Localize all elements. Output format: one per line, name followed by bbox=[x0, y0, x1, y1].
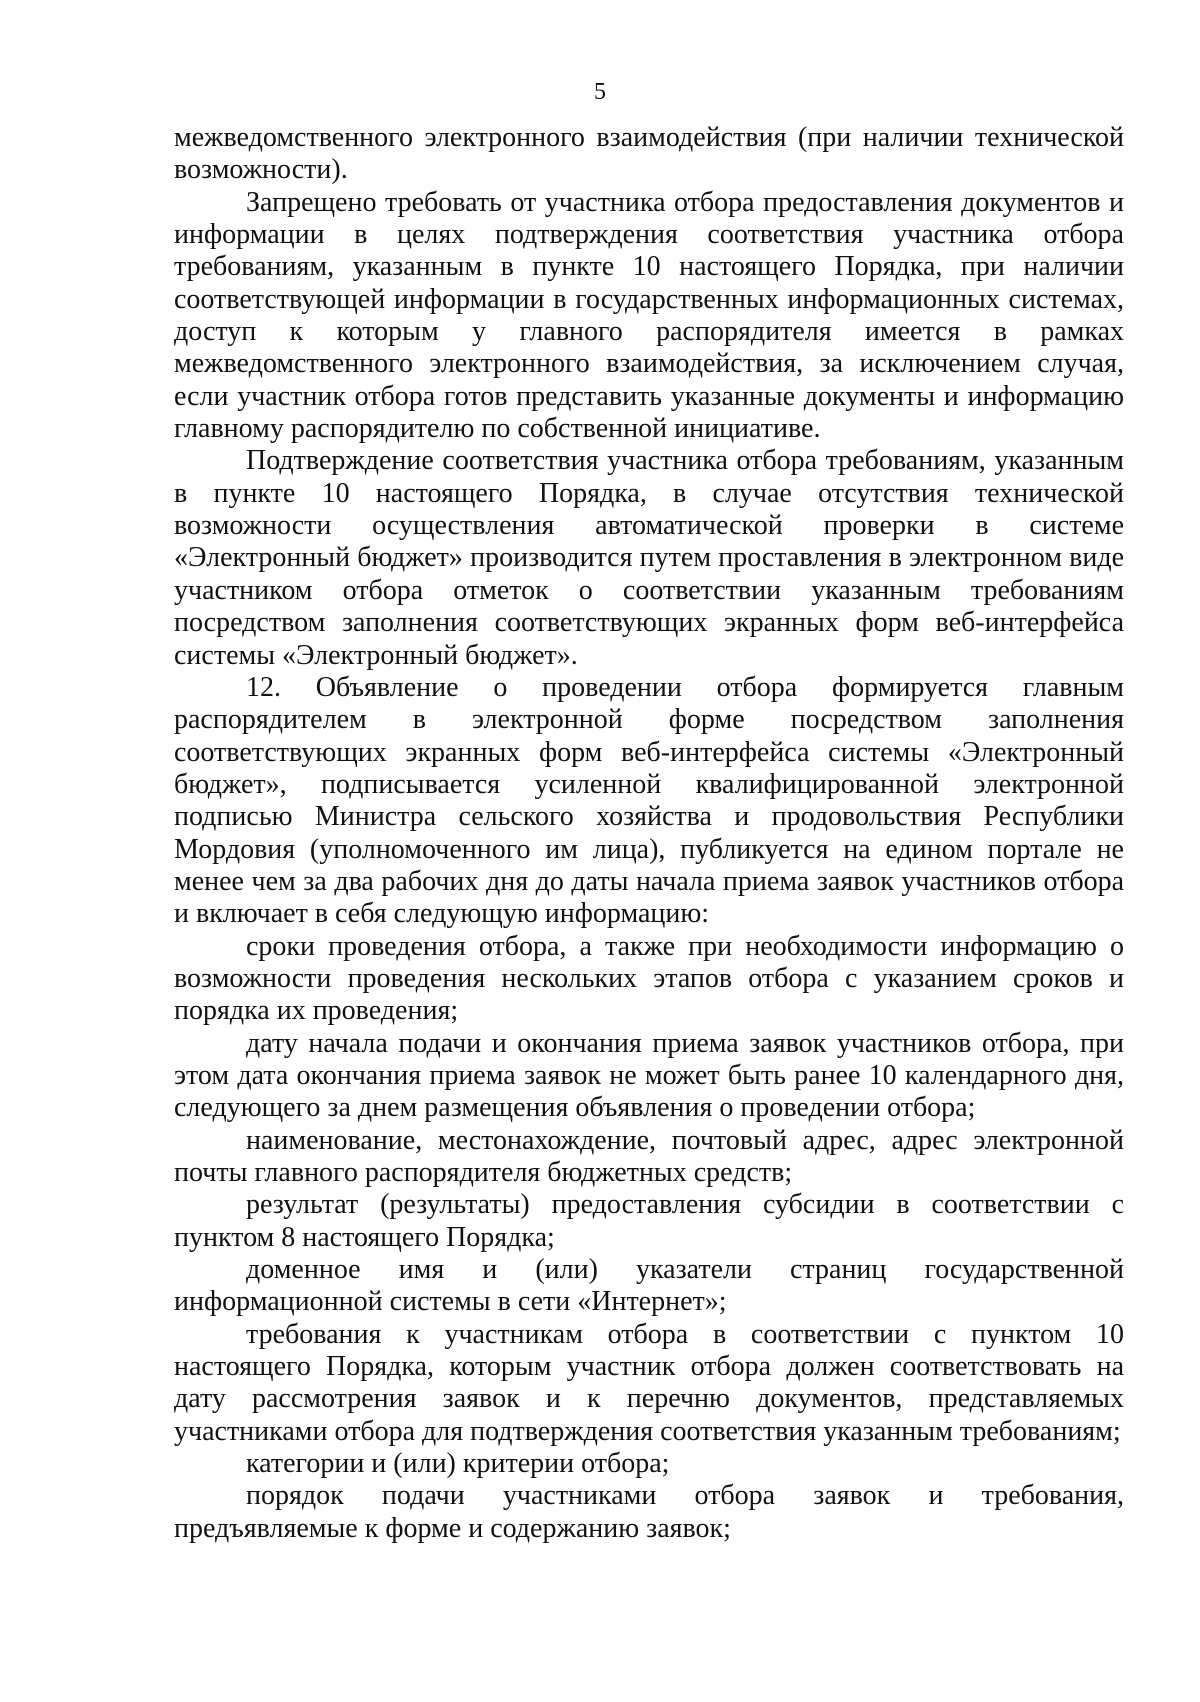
list-item-selection-terms: сроки проведения отбора, а также при необходимости информацию о возможности проведения нескольких этапов отбора с указанием сроков и порядка их проведения; bbox=[174, 930, 1124, 1027]
paragraph-item-12-announcement: 12. Объявление о проведении отбора формируется главным распорядителем в электронной форме посредством заполнения соответствующих экранных форм веб-интерфейса системы «Электронный бюджет», подписывается усиленной квалифицированной электронной подписью Министра сельского хозяйства и продовольствия Республики Мордовия (уполномоченного им лица), публикуется на едином портале не менее чем за два рабочих дня до даты начала приема заявок участников отбора и включает в себя следующую информацию: bbox=[174, 671, 1124, 930]
paragraph-continuation: межведомственного электронного взаимодействия (при наличии технической возможности). bbox=[174, 122, 1124, 186]
list-item-domain-name: доменное имя и (или) указатели страниц государственной информационной системы в сети «Интернет»; bbox=[174, 1254, 1124, 1318]
page-number: 5 bbox=[594, 79, 606, 105]
list-item-application-procedure: порядок подачи участниками отбора заявок и требования, предъявляемые к форме и содержанию заявок; bbox=[174, 1480, 1124, 1544]
list-item-selection-criteria: категории и (или) критерии отбора; bbox=[246, 1448, 670, 1480]
list-item-distributor-contacts: наименование, местонахождение, почтовый адрес, адрес электронной почты главного распорядителя бюджетных средств; bbox=[174, 1124, 1124, 1188]
paragraph-compliance-confirmation: Подтверждение соответствия участника отбора требованиям, указанным в пункте 10 настоящего Порядка, в случае отсутствия технической возможности осуществления автоматической проверки в системе «Электронный бюджет» производится путем проставления в электронном виде участником отбора отметок о соответствии указанным требованиям посредством заполнения соответствующих экранных форм веб-интерфейса системы «Электронный бюджет». bbox=[174, 445, 1124, 671]
list-item-application-dates: дату начала подачи и окончания приема заявок участников отбора, при этом дата окончания приема заявок не может быть ранее 10 календарного дня, следующего за днем размещения объявления о проведении отбора; bbox=[174, 1027, 1124, 1124]
paragraph-documents-prohibition: Запрещено требовать от участника отбора предоставления документов и информации в целях подтверждения соответствия участника отбора требованиям, указанным в пункте 10 настоящего Порядка, при наличии соответствующей информации в государственных информационных системах, доступ к которым у главного распорядителя имеется в рамках межведомственного электронного взаимодействия, за исключением случая, если участник отбора готов представить указанные документы и информацию главному распорядителю по собственной инициативе. bbox=[174, 186, 1124, 445]
list-item-subsidy-results: результат (результаты) предоставления субсидии в соответствии с пунктом 8 настоящего Порядка; bbox=[174, 1189, 1124, 1253]
document-body bbox=[174, 122, 1124, 1545]
list-item-participant-requirements: требования к участникам отбора в соответствии с пунктом 10 настоящего Порядка, которым участник отбора должен соответствовать на дату рассмотрения заявок и к перечню документов, представляемых участниками отбора для подтверждения соответствия указанным требованиям; bbox=[174, 1318, 1124, 1447]
